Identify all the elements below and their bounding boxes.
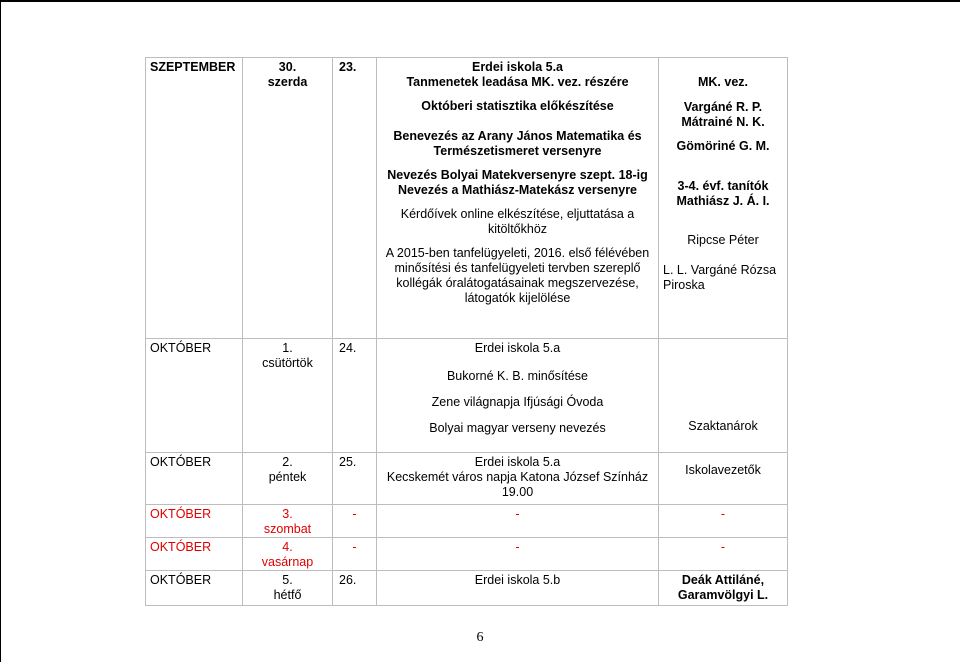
responsible-line: Vargáné R. P. xyxy=(683,100,763,114)
month-cell: SZEPTEMBER xyxy=(146,58,243,339)
events-cell xyxy=(377,538,659,571)
day-name: vasárnap xyxy=(261,555,314,569)
event-line: Tanmenetek leadása MK. vez. részére xyxy=(406,75,629,89)
date-number-cell: - xyxy=(333,505,377,538)
event-item xyxy=(377,99,658,114)
date-number-cell: 25. xyxy=(333,453,377,505)
event-line: Bukorné K. B. minősítése xyxy=(446,369,589,383)
event-line: Nevezés a Mathiász-Matekász versenyre xyxy=(397,183,638,197)
table-row xyxy=(146,538,788,571)
month-cell: OKTÓBER xyxy=(146,453,243,505)
schedule-table xyxy=(145,57,788,606)
responsible-line: Piroska xyxy=(663,278,705,292)
event-line: Októberi statisztika előkészítése xyxy=(421,99,614,113)
responsible-line: Mátrainé N. K. xyxy=(681,115,765,129)
event-line: 19.00 xyxy=(501,485,534,499)
event-item xyxy=(377,168,658,198)
table-row xyxy=(146,453,788,505)
event-line: - xyxy=(515,507,520,521)
events-cell xyxy=(377,453,659,505)
responsible-line: Ripcse Péter xyxy=(687,233,759,247)
day-number: 4. xyxy=(282,540,293,554)
day-number: 3. xyxy=(282,507,293,521)
responsible-item xyxy=(659,233,787,248)
event-item xyxy=(377,341,658,356)
month-cell: OKTÓBER xyxy=(146,505,243,538)
event-item xyxy=(377,421,658,436)
event-line: Természetismeret versenyre xyxy=(433,144,602,158)
responsible-line: Mathiász J. Á. I. xyxy=(676,194,770,208)
responsible-item xyxy=(659,179,787,209)
month-cell: OKTÓBER xyxy=(146,538,243,571)
day-name: szombat xyxy=(263,522,312,536)
day-number: 2. xyxy=(282,455,293,469)
table-row xyxy=(146,58,788,339)
day-number: 5. xyxy=(282,573,293,587)
events-cell xyxy=(377,339,659,453)
responsible-cell xyxy=(659,538,788,571)
events-cell xyxy=(377,58,659,339)
event-item xyxy=(377,246,658,306)
responsible-line: - xyxy=(720,540,726,554)
table-row xyxy=(146,339,788,453)
day-cell xyxy=(243,538,333,571)
event-item xyxy=(377,207,658,237)
left-border-line xyxy=(0,0,1,662)
event-line: Bolyai magyar verseny nevezés xyxy=(429,421,606,435)
responsible-line: 3-4. évf. tanítók xyxy=(677,179,769,193)
responsible-line: Iskolavezetők xyxy=(685,463,761,477)
date-number-cell: 26. xyxy=(333,571,377,606)
day-cell xyxy=(243,339,333,453)
table-row xyxy=(146,505,788,538)
day-name: csütörtök xyxy=(262,356,313,370)
event-line: A 2015-ben tanfelügyeleti, 2016. első félévében xyxy=(385,246,650,260)
events-cell xyxy=(377,571,659,606)
event-line: Nevezés Bolyai Matekversenyre szept. 18-ig xyxy=(387,168,648,182)
event-line: Erdei iskola 5.a xyxy=(471,60,564,74)
event-item xyxy=(377,395,658,410)
responsible-line: L. L. Vargáné Rózsa xyxy=(663,263,777,277)
day-name: péntek xyxy=(268,470,307,484)
responsible-cell xyxy=(659,571,788,606)
event-line: kollégák óralátogatásainak megszervezése, xyxy=(396,276,639,290)
top-border-line xyxy=(0,0,960,2)
event-line: Erdei iskola 5.b xyxy=(474,573,561,587)
responsible-line: Szaktanárok xyxy=(688,419,758,433)
responsible-line: Garamvölgyi L. xyxy=(677,588,769,602)
day-number: 1. xyxy=(282,341,293,355)
date-number-cell: - xyxy=(333,538,377,571)
day-name: szerda xyxy=(267,75,308,89)
responsible-cell xyxy=(659,58,788,339)
day-number: 30. xyxy=(278,60,297,74)
page-number: 6 xyxy=(476,630,484,645)
responsible-line: Gömöriné G. M. xyxy=(676,139,770,153)
day-name: hétfő xyxy=(273,588,302,602)
day-cell xyxy=(243,453,333,505)
responsible-item xyxy=(659,75,787,90)
responsible-line: - xyxy=(720,507,726,521)
month-cell: OKTÓBER xyxy=(146,339,243,453)
responsible-item xyxy=(659,263,787,293)
event-line: Zene világnapja Ifjúsági Óvoda xyxy=(431,395,604,409)
day-cell xyxy=(243,505,333,538)
event-line: Kecskemét város napja Katona József Színház xyxy=(386,470,649,484)
event-item xyxy=(377,60,658,90)
date-number-cell: 23. xyxy=(333,58,377,339)
event-line: kitöltőkhöz xyxy=(487,222,548,236)
responsible-cell xyxy=(659,453,788,505)
event-line: Erdei iskola 5.a xyxy=(474,341,561,355)
responsible-item xyxy=(659,139,787,154)
event-item xyxy=(377,369,658,384)
responsible-line: MK. vez. xyxy=(697,75,748,89)
event-line: minősítési és tanfelügyeleti tervben szereplő xyxy=(394,261,641,275)
event-line: Benevezés az Arany János Matematika és xyxy=(393,129,642,143)
responsible-item xyxy=(659,100,787,130)
month-cell: OKTÓBER xyxy=(146,571,243,606)
event-line: Kérdőívek online elkészítése, eljuttatása a xyxy=(400,207,635,221)
responsible-cell xyxy=(659,339,788,453)
event-line: Erdei iskola 5.a xyxy=(474,455,561,469)
events-cell xyxy=(377,505,659,538)
date-number-cell: 24. xyxy=(333,339,377,453)
day-cell xyxy=(243,58,333,339)
event-line: - xyxy=(515,540,520,554)
day-cell xyxy=(243,571,333,606)
event-line: látogatók kijelölése xyxy=(464,291,571,305)
event-item xyxy=(377,129,658,159)
responsible-line: Deák Attiláné, xyxy=(681,573,765,587)
responsible-cell xyxy=(659,505,788,538)
table-row xyxy=(146,571,788,606)
